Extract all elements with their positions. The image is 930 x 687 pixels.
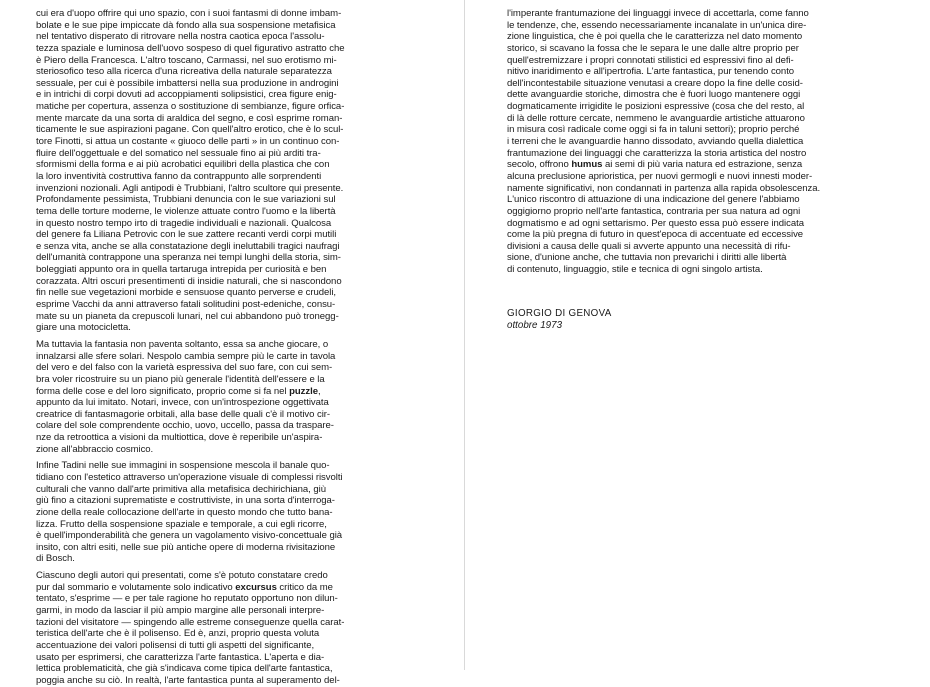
text-line: namente significativi, non condannati in partenza alla rapida obsolescenza.	[507, 182, 821, 194]
text-line: Infine Tadini nelle sue immagini in sospensione mescola il banale quo-	[36, 460, 330, 472]
left-page	[0, 0, 465, 686]
text-line: cui era d'uopo offrire qui uno spazio, con i suoi fantasmi di donne imbam-	[36, 8, 342, 19]
text-line: l'imperante frantumazione dei linguaggi invece di accettarla, come fanno	[507, 8, 809, 19]
text-line: dogmaticamente irrigidite le posizioni espressive (cosa che del resto, al	[507, 101, 805, 113]
signature-block	[507, 308, 612, 332]
text-line: garmi, in modo da lasciar il più ampio margine alle personali interpre-	[36, 605, 325, 617]
paragraph	[36, 339, 434, 455]
text-line: mate su un pianeta da crepuscoli lunari, nel cui abbandono può tronegg-	[36, 310, 339, 322]
text-line: insito, con altri esiti, nelle sue più antiche opere di moderna rivisitazione	[36, 541, 336, 553]
text-line: usato per esprimersi, che caratterizza l'arte fantastica. L'aperta e dia-	[36, 651, 325, 663]
text-line: dell'umanità contrappone una speranza nei tempi lunghi della storia, sim-	[36, 252, 341, 264]
text-line: lettica problematicità, che già s'indicava come tipica dell'arte fantastica,	[36, 663, 333, 675]
paragraph	[36, 8, 434, 334]
text-line: corazzata. Altri oscuri presentimenti di insidie naturali, che si nascondono	[36, 275, 342, 287]
text-line: poggia anche su ciò. In realtà, l'arte fantastica punta al superamento del-	[36, 674, 340, 686]
text-line: tidiano con l'estetico attraverso un'operazione visuale di complessi risvolti	[36, 471, 343, 483]
text-line: boleggiati appunto ora in quella tartaruga intrepida per curiosità e ben	[36, 264, 327, 276]
text-line: mente marcate da una sorta di araldica del segno, e così esprime roman-	[36, 112, 343, 124]
right-page	[465, 0, 930, 670]
text-line: tezza spaziale e luminosa dell'uovo sospeso di quel figurativo astratto che	[36, 42, 345, 54]
text-line: i terreni che le avanguardie hanno dissodato, avviando quella dialettica	[507, 136, 804, 148]
text-line: giare una motocicletta.	[36, 322, 131, 334]
text-line: Profondamente pessimista, Trubbiani denuncia con le sue variazioni sul	[36, 194, 336, 206]
text-line: nel tentativo disperato di ritrovare nella nostra caotica epoca l'assolu-	[36, 31, 325, 43]
text-line: bolate e le sue pipe impiccate dà fondo alla sua sospensione metafisica	[36, 19, 336, 31]
emphasized-word: humus	[571, 159, 603, 171]
text-line: bra voler ricostruire su un piano più generale l'identità dell'essere e la	[36, 373, 325, 385]
text-line: del vero e del falso con la varietà espressiva del suo fare, con cui sem-	[36, 362, 333, 374]
text-line: di là delle rotture cercate, nemmeno le avanguardie artistiche attuarono	[507, 112, 805, 124]
text-line: tema delle torture moderne, le violenze attuate contro l'uomo e la libertà	[36, 205, 336, 217]
text-line: zione della reale collocazione dell'arte in questo mondo che tutto bana-	[36, 506, 333, 518]
text-line: lizza. Frutto della sospensione spaziale e temporale, a cui egli ricorre,	[36, 518, 327, 530]
text-line: sione, d'unione anche, che tuttavia non prevarichi i diritti alle libertà	[507, 252, 787, 264]
text-line: di Bosch.	[36, 553, 75, 565]
text-line: è Piero della Francesca. L'altro toscano, Carmassi, nel suo erotismo mi-	[36, 54, 337, 66]
text-line: colare del sole comprendente occhio, uovo, uccello, passa da traspare-	[36, 420, 334, 432]
text-line: fluire dell'oggettuale e del somatico nel sessuale fino ai più arditi tra-	[36, 147, 321, 159]
text-line: esprime Vacchi da anni attraverso fatali solitudini post-edeniche, consu-	[36, 299, 336, 311]
text-line: di contenuto, linguaggio, stile e tecnica di ogni singolo artista.	[507, 264, 763, 276]
text-line: steriosofico teso alla ricerca d'una ricreativa della naturale separatezza	[36, 66, 332, 78]
emphasized-word: puzzle	[289, 385, 318, 397]
text-line: tentato, s'esprime — e per tale ragione ho reputato opportuno non dilun-	[36, 593, 338, 605]
text-line: divisioni a causa delle quali si avverte appunto una necessità di rifu-	[507, 240, 791, 252]
text-line: sformismi della forma e ai più acrobatici equilibri della plastica che con	[36, 159, 330, 171]
text-line: sessuale, per cui è possibile imbattersi nella sua produzione in androgini	[36, 77, 339, 89]
text-line: culturali che vanno dall'arte primitiva alla metafisica dechirichiana, giù	[36, 483, 326, 495]
text-line: creatrice di fantasmagorie orbitali, alla base delle quali c'è il motivo cir-	[36, 408, 331, 420]
paragraph	[36, 460, 434, 565]
text-line: dell'incontestabile situazione venutasi a creare dopo la fine delle cosid-	[507, 77, 803, 89]
author-name: GIORGIO DI GENOVA	[507, 308, 612, 319]
text-line: in misura così radicale come oggi si fa in taluni settori); proprio perché	[507, 124, 800, 136]
text-line: Ma tuttavia la fantasia non paventa soltanto, essa sa anche giocare, o	[36, 338, 329, 350]
right-text-column	[507, 8, 895, 276]
text-line: dette avanguardie storiche, dimostra che è fuori luogo mantenere oggi	[507, 89, 801, 101]
text-line: appunto da lui imitato. Notari, invece, con un'introspezione oggettivata	[36, 397, 329, 409]
text-line: forma delle cose e del loro significato, proprio come si fa nel puzzle,	[36, 385, 321, 397]
text-line: innalzarsi alle sfere solari. Nespolo cambia sempre più le carte in tavola	[36, 350, 336, 362]
text-line: e senza vita, anche se alla constatazione degli ineluttabili tragici naufragi	[36, 240, 340, 252]
text-line: nitivo inaridimento e all'ipertrofia. L'arte fantastica, pur tenendo conto	[507, 66, 795, 78]
text-line: le tendenze, che, essendo necessariamente incanalate in un'unica dire-	[507, 19, 807, 31]
text-line: frantumazione dei linguaggi che caratterizza la storia artistica del nostro	[507, 147, 807, 159]
text-line: tazioni del visitatore — spingendo alle estreme conseguenze quella carat-	[36, 616, 345, 628]
text-line: teristica dell'arte che è il polisenso. Ed è, anzi, proprio questa voluta	[36, 628, 320, 640]
text-line: L'unico riscontro di attuazione di una indicazione del genere l'abbiamo	[507, 194, 800, 206]
text-line: giù fino a citazioni suprematiste e costruttiviste, in una sorta d'interroga-	[36, 495, 335, 507]
text-line: e in intrichi di corpi dovuti ad accoppiamenti solipsistici, crea figure enig-	[36, 89, 337, 101]
text-line: è quell'imponderabilità che genera un vagolamento visivo-concettuale già	[36, 530, 343, 542]
text-line: dogmatismo e ad ogni settarismo. Per questo essa può essere indicata	[507, 217, 804, 229]
paragraph	[507, 8, 895, 276]
text-line: tore Finotti, si attua un costante « giuoco delle parti » in un continuo con-	[36, 136, 340, 148]
text-line: zione all'abbraccio cosmico.	[36, 443, 154, 455]
text-line: invenzioni nozionali. Agli antipodi è Trubbiani, l'altro scultore qui presente.	[36, 182, 344, 194]
paragraph	[36, 570, 434, 686]
text-line: Ciascuno degli autori qui presentati, come s'è potuto constatare credo	[36, 570, 328, 582]
text-line: la loro inventività costruttiva fanno da contrappunto alle sorprendenti	[36, 170, 322, 182]
text-line: storico, si scavano la fossa che le separa le une dalle altre proprio per	[507, 42, 799, 54]
text-line: del genere fa Liliana Petrovic con le sue zattere recanti verdi corpi mutili	[36, 229, 337, 241]
text-line: quell'estremizzare i propri connotati stilistici ed espressivi fino al defi-	[507, 54, 794, 66]
left-text-column	[36, 8, 434, 687]
text-line: matiche per copertura, assenza o sostituzione di sembianze, figure orfica-	[36, 101, 345, 113]
text-line: accentuazione dei valori polisensi di tutti gli aspetti del significante,	[36, 639, 315, 651]
text-line: come la più pregna di futuro in quest'epoca di accentuate ed eccessive	[507, 229, 804, 241]
text-line: ticamente le sue aspirazioni pagane. Con quell'altro erotico, che è lo scul-	[36, 124, 344, 136]
text-line: fin nelle sue vegetazioni morbide e sensuose quanto perverse e crudeli,	[36, 287, 337, 299]
text-line: nze da retroottica a visioni da multiottica, dove è reperibile un'aspira-	[36, 432, 323, 444]
text-line: zione linguistica, che è poi quella che le caratterizza nel dato momento	[507, 31, 803, 43]
emphasized-word: excursus	[235, 581, 277, 593]
text-line: pur dal sommario e volutamente solo indicativo excursus critico da me	[36, 581, 333, 593]
text-line: secolo, offrono humus ai semi di più varia natura ed estrazione, senza	[507, 159, 803, 171]
text-line: in questo nostro tempo irto di tragedie individuali e nazionali. Qualcosa	[36, 217, 332, 229]
text-line: alcuna preclusione aprioristica, per nuovi germogli e nuovi innesti moder-	[507, 170, 813, 182]
text-line: oggigiorno proprio nell'arte fantastica, contraria per sua natura ad ogni	[507, 205, 801, 217]
signature-date: ottobre 1973	[507, 320, 563, 331]
